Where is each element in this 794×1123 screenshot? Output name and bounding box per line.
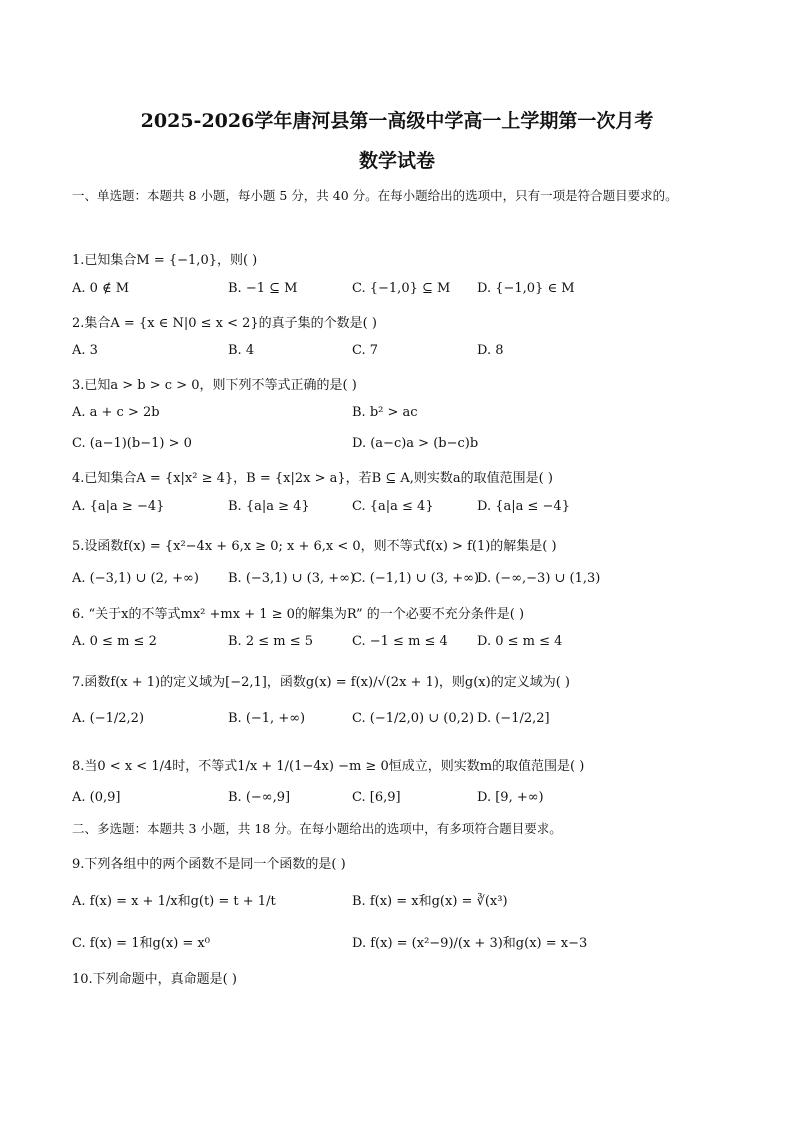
question-4-option-a: A. {a|a ≥ −4} bbox=[72, 499, 165, 514]
question-7-option-a: A. (−1/2,2) bbox=[72, 711, 145, 726]
section-header-multiple-choice: 二、多选题：本题共 3 小题，共 18 分。在每小题给出的选项中，有多项符合题目要求。 bbox=[72, 821, 562, 836]
question-8-option-a: A. (0,9] bbox=[72, 790, 121, 805]
question-9-option-b: B. f(x) = x和g(x) = ∛(x³) bbox=[352, 894, 508, 909]
question-2-option-d: D. 8 bbox=[477, 343, 504, 358]
question-8-option-c: C. [6,9] bbox=[352, 790, 401, 805]
question-6-option-c: C. −1 ≤ m ≤ 4 bbox=[352, 634, 448, 649]
question-8-option-d: D. [9, +∞) bbox=[477, 790, 544, 805]
question-2-stem: 2.集合A = {x ∈ N|0 ≤ x < 2}的真子集的个数是( ) bbox=[72, 316, 377, 331]
question-9-option-c: C. f(x) = 1和g(x) = x⁰ bbox=[72, 936, 210, 951]
question-1-option-c: C. {−1,0} ⊆ M bbox=[352, 281, 451, 296]
question-3-option-a: A. a + c > 2b bbox=[72, 405, 160, 420]
question-1-option-a: A. 0 ∉ M bbox=[72, 281, 130, 296]
question-4-stem: 4.已知集合A = {x|x² ≥ 4}，B = {x|2x > a}，若B ⊆ A,则实数a的取值范围是( ) bbox=[72, 471, 553, 486]
question-3-stem: 3.已知a > b > c > 0，则下列不等式正确的是( ) bbox=[72, 378, 357, 393]
question-3-option-b: B. b² > ac bbox=[352, 405, 418, 420]
question-5-stem: 5.设函数f(x) = {x²−4x + 6,x ≥ 0; x + 6,x < 0，则不等式f(x) > f(1)的解集是( ) bbox=[72, 539, 557, 554]
question-2-option-c: C. 7 bbox=[352, 343, 379, 358]
question-5-option-d: D. (−∞,−3) ∪ (1,3) bbox=[477, 571, 601, 586]
question-1-option-b: B. −1 ⊆ M bbox=[228, 281, 298, 296]
question-7-stem: 7.函数f(x + 1)的定义域为[−2,1]，函数g(x) = f(x)/√(2x + 1)，则g(x)的定义域为( ) bbox=[72, 675, 570, 690]
question-5-option-c: C. (−1,1) ∪ (3, +∞) bbox=[352, 571, 480, 586]
section-header-single-choice: 一、单选题：本题共 8 小题，每小题 5 分，共 40 分。在每小题给出的选项中，只有一项是符合题目要求的。 bbox=[72, 188, 678, 203]
question-1-option-d: D. {−1,0} ∈ M bbox=[477, 281, 575, 296]
exam-subtitle: 数学试卷 bbox=[358, 150, 435, 172]
question-7-option-b: B. (−1, +∞) bbox=[228, 711, 306, 726]
question-8-option-b: B. (−∞,9] bbox=[228, 790, 291, 805]
question-2-option-a: A. 3 bbox=[72, 343, 98, 358]
question-3-option-d: D. (a−c)a > (b−c)b bbox=[352, 436, 479, 451]
question-4-option-c: C. {a|a ≤ 4} bbox=[352, 499, 434, 514]
question-8-stem: 8.当0 < x < 1/4时，不等式1/x + 1/(1−4x) −m ≥ 0恒成立，则实数m的取值范围是( ) bbox=[72, 759, 585, 774]
question-9-option-d: D. f(x) = (x²−9)/(x + 3)和g(x) = x−3 bbox=[352, 936, 588, 951]
question-4-option-b: B. {a|a ≥ 4} bbox=[228, 499, 310, 514]
question-4-option-d: D. {a|a ≤ −4} bbox=[477, 499, 570, 514]
question-2-option-b: B. 4 bbox=[228, 343, 255, 358]
exam-title: 2025-2026学年唐河县第一高级中学高一上学期第一次月考 bbox=[140, 110, 654, 132]
question-9-stem: 9.下列各组中的两个函数不是同一个函数的是( ) bbox=[72, 857, 346, 872]
question-5-option-b: B. (−3,1) ∪ (3, +∞) bbox=[228, 571, 356, 586]
question-6-stem: 6. “关于x的不等式mx² +mx + 1 ≥ 0的解集为R” 的一个必要不充分条件是( ) bbox=[72, 607, 525, 622]
question-7-option-c: C. (−1/2,0) ∪ (0,2) bbox=[352, 711, 475, 726]
question-3-option-c: C. (a−1)(b−1) > 0 bbox=[72, 436, 192, 451]
question-7-option-d: D. (−1/2,2] bbox=[477, 711, 550, 726]
question-6-option-b: B. 2 ≤ m ≤ 5 bbox=[228, 634, 314, 649]
question-6-option-a: A. 0 ≤ m ≤ 2 bbox=[72, 634, 157, 649]
question-10-stem: 10.下列命题中，真命题是( ) bbox=[72, 972, 237, 987]
question-1-stem: 1.已知集合M = {−1,0}，则( ) bbox=[72, 253, 258, 268]
question-5-option-a: A. (−3,1) ∪ (2, +∞) bbox=[72, 571, 199, 586]
question-6-option-d: D. 0 ≤ m ≤ 4 bbox=[477, 634, 563, 649]
question-9-option-a: A. f(x) = x + 1/x和g(t) = t + 1/t bbox=[72, 894, 276, 909]
